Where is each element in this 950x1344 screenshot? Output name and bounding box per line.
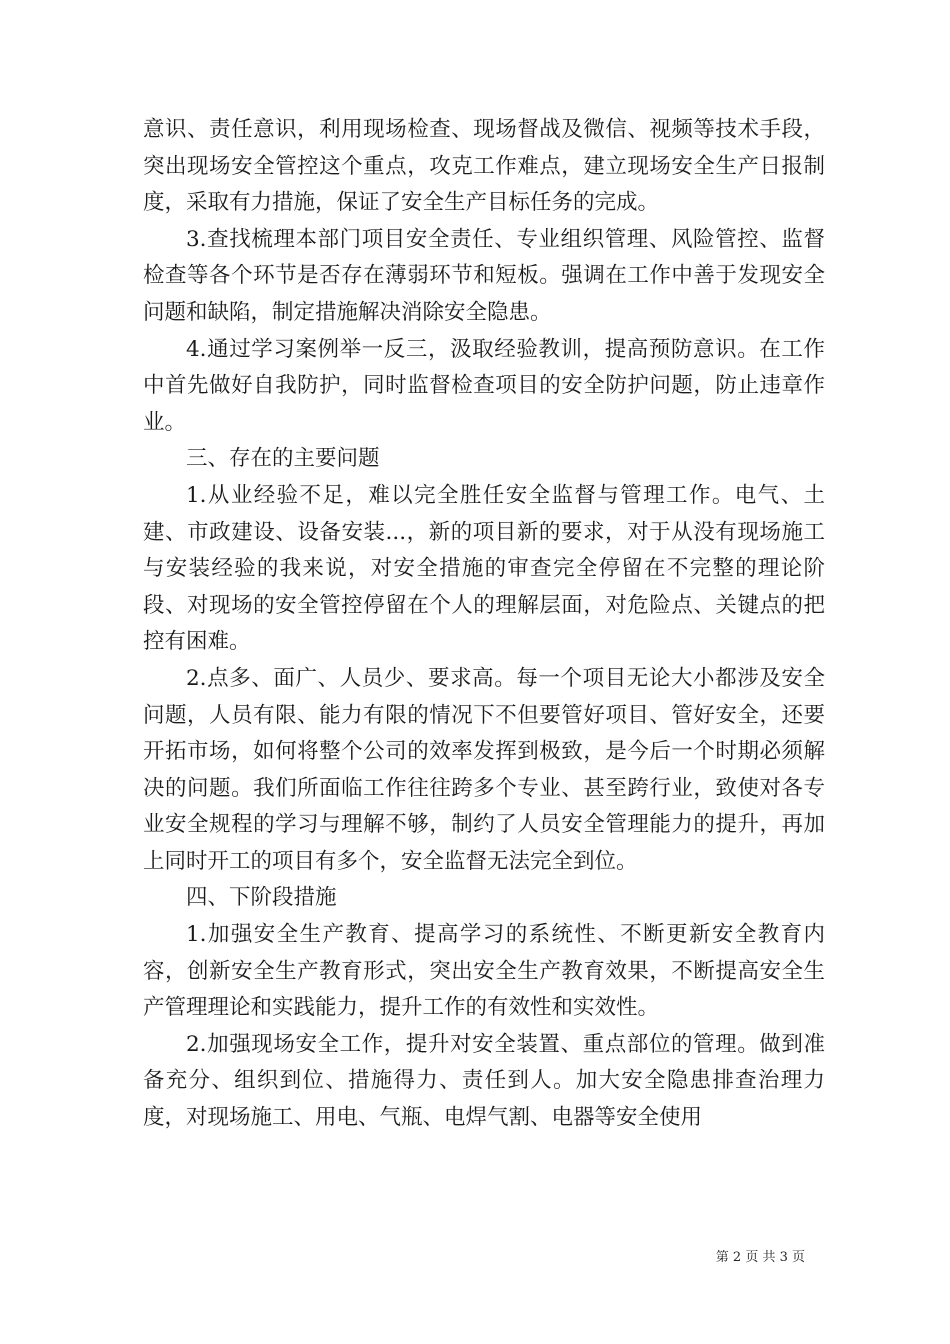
paragraph-measure-1: 1.加强安全生产教育、提高学习的系统性、不断更新安全教育内容，创新安全生产教育形式，突出安全生产教育效果，不断提高安全生产管理理论和实践能力，提升工作的有效性和实效性。 xyxy=(143,922,825,1021)
paragraph-problem-2: 2.点多、面广、人员少、要求高。每一个项目无论大小都涉及安全问题，人员有限、能力有限的情况下不但要管好项目、管好安全，还要开拓市场，如何将整个公司的效率发挥到极致，是今后一个时期必须解决的问题。我们所面临工作往往跨多个专业、甚至跨行业，致使对各专业安全规程的学习与理解不够，制约了人员安全管理能力的提升，再加上同时开工的项目有多个，安全监督无法完全到位。 xyxy=(143,665,825,874)
paragraph-measure-2: 2.加强现场安全工作，提升对安全装置、重点部位的管理。做到准备充分、组织到位、措施得力、责任到人。加大安全隐患排查治理力度，对现场施工、用电、气瓶、电焊气割、电器等安全使用 xyxy=(143,1031,825,1131)
paragraph-problem-1: 1.从业经验不足，难以完全胜任安全监督与管理工作。电气、土建、市政建设、设备安装...，新的项目新的要求，对于从没有现场施工与安装经验的我来说，对安全措施的审查完全停留在不完整的理论阶段、对现场的安全管控停留在个人的理解层面，对危险点、关键点的把控有困难。 xyxy=(143,482,825,655)
document-body xyxy=(143,112,825,1137)
section-heading-4: 四、下阶段措施 xyxy=(186,885,337,911)
paragraph-continuation: 意识、责任意识，利用现场检查、现场督战及微信、视频等技术手段，突出现场安全管控这个重点，攻克工作难点，建立现场安全生产日报制度，采取有力措施，保证了安全生产目标任务的完成。 xyxy=(143,117,825,216)
paragraph-item-4: 4.通过学习案例举一反三，汲取经验教训，提高预防意识。在工作中首先做好自我防护，同时监督检查项目的安全防护问题，防止违章作业。 xyxy=(143,336,825,435)
paragraph-item-3: 3.查找梳理本部门项目安全责任、专业组织管理、风险管控、监督检查等各个环节是否存在薄弱环节和短板。强调在工作中善于发现安全问题和缺陷，制定措施解决消除安全隐患。 xyxy=(143,226,825,325)
page-number-footer: 第 2 页 共 3 页 xyxy=(715,1250,805,1265)
section-heading-3: 三、存在的主要问题 xyxy=(186,446,380,472)
